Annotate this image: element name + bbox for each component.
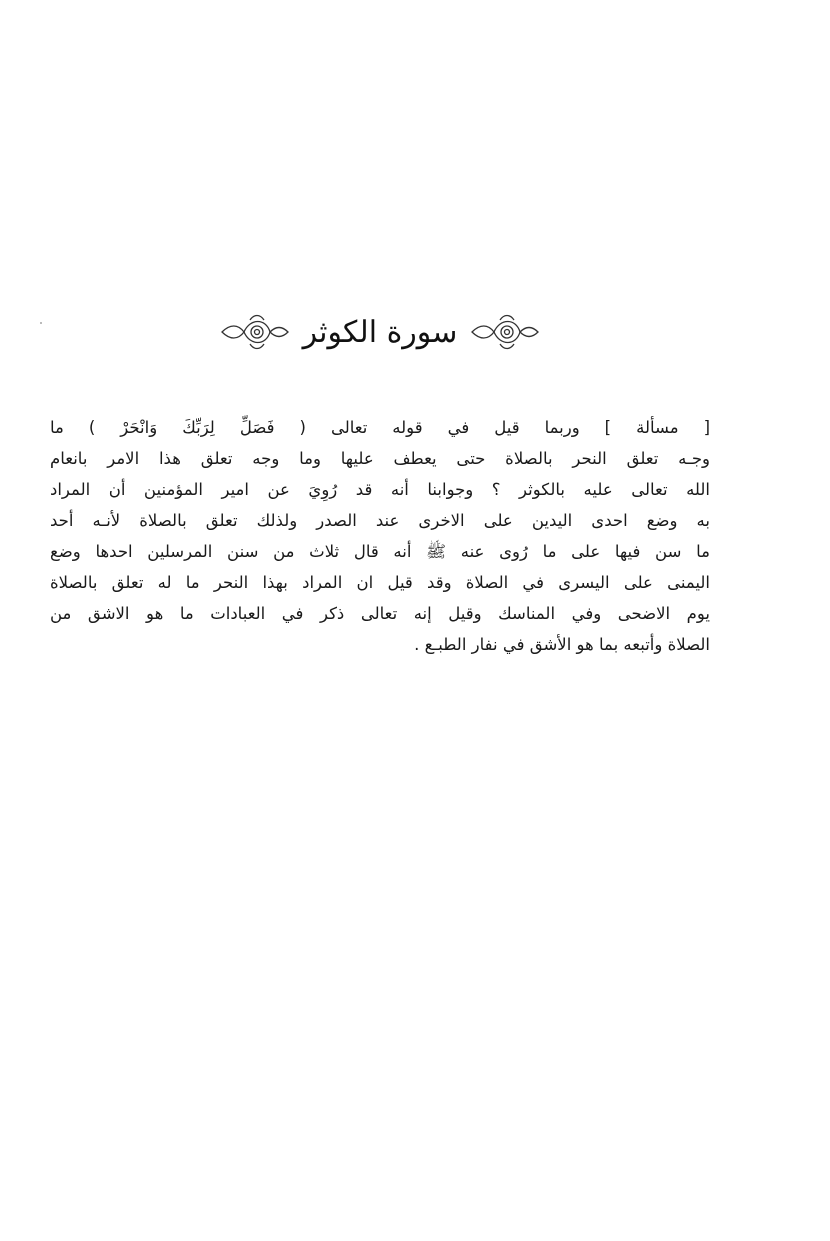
text-line: الله تعالى عليه بالكوثر ؟ وجوابنا أنه قد رُوِيَ عن امير المؤمنين أن المراد <box>50 480 710 499</box>
chapter-title: سورة الكوثر <box>302 314 458 350</box>
text-line: [ مسألة ] وربما قيل في قوله تعالى ( فَصَلِّ لِرَبِّكَ وَانْحَرْ ) ما <box>50 418 710 437</box>
text-line: به وضع احدى اليدين على الاخرى عند الصدر ولذلك تعلق بالصلاة لأنـه أحد <box>50 511 710 530</box>
chapter-heading <box>200 300 560 370</box>
text-line: ما سن فيها على ما رُوى عنه ﷺ أنه قال ثلاث من سنن المرسلين احدها وضع <box>50 542 710 561</box>
text-line: يوم الاضحى وفي المناسك وقيل إنه تعالى ذكر في العبادات ما هو الاشق من <box>50 604 710 623</box>
decorative-flourish-icon <box>220 310 290 354</box>
text-line: الصلاة وأتبعه بما هو الأشق في نفار الطبـع . <box>414 635 710 654</box>
decorative-flourish-icon <box>470 310 540 354</box>
text-line: وجـه تعلق النحر بالصلاة حتى يعطف عليها وما وجه تعلق هذا الامر بانعام <box>50 449 710 468</box>
text-line: اليمنى على اليسرى في الصلاة وقد قيل ان المراد بهذا النحر ما له تعلق بالصلاة <box>50 573 710 592</box>
scan-speck <box>40 322 42 324</box>
body-paragraph <box>50 412 710 660</box>
